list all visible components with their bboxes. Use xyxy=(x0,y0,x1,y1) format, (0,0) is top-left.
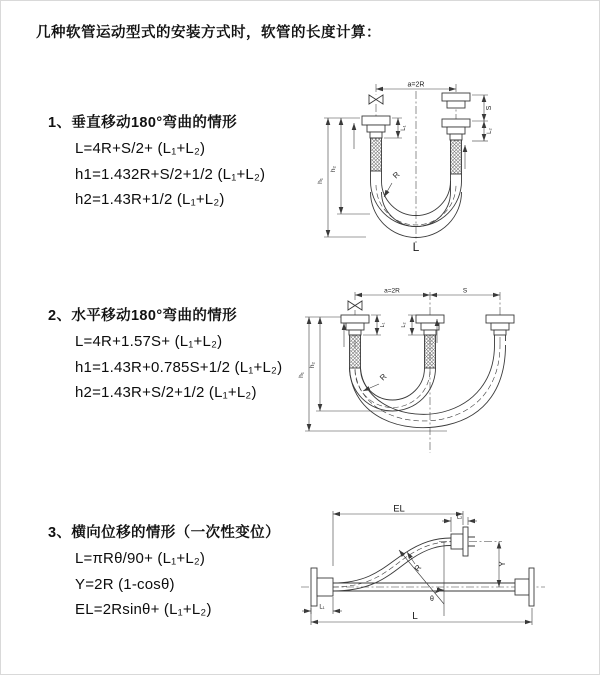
page-title: 几种软管运动型式的安装方式时，软管的长度计算： xyxy=(36,25,381,41)
formula-list xyxy=(75,329,282,406)
diagram-vertical-move-180 xyxy=(304,71,564,256)
dim-label-l: L xyxy=(412,240,420,254)
formula-line: h1=1.432R+S/2+1/2 (L₁+L₂) xyxy=(75,165,266,183)
flange-fitting-right-lower xyxy=(442,119,470,140)
dim-label-el: EL xyxy=(393,504,405,515)
dimension-l2 xyxy=(442,515,477,533)
dim-label-s: S xyxy=(462,287,468,295)
dim-label-a2r: a=2R xyxy=(407,81,425,89)
flange-fitting-left xyxy=(362,116,390,138)
dim-label-l2: L₂ xyxy=(401,322,407,328)
formula-line: h2=1.43R+1/2 (L₁+L₂) xyxy=(75,191,225,208)
dimension-s xyxy=(430,288,500,296)
braided-hose-left xyxy=(371,138,382,171)
flange-fitting-right xyxy=(515,568,534,606)
dimension-l xyxy=(311,608,532,625)
dim-label-h2: h₂ xyxy=(330,165,337,173)
valve-icon xyxy=(369,95,383,104)
dim-label-theta: θ xyxy=(430,596,434,603)
formula-line: EL=2Rsinθ+ (L₁+L₂) xyxy=(75,601,212,618)
section-1 xyxy=(48,113,265,213)
flange-fitting-right xyxy=(486,315,514,335)
section-heading: 1、垂直移动180°弯曲的情形 xyxy=(48,115,238,131)
diagram-lateral-displacement xyxy=(299,504,583,664)
flange-fitting-right-upper xyxy=(442,93,470,108)
centerline xyxy=(376,81,456,243)
formula-line: L=πRθ/90+ (L₁+L₂) xyxy=(75,550,206,567)
formula-line: Y=2R (1-cosθ) xyxy=(75,575,175,593)
dim-label-l1: L₁ xyxy=(380,322,386,328)
dimension-h2 xyxy=(330,118,370,214)
dim-label-l2: L₂ xyxy=(487,128,493,134)
braided-hose-middle xyxy=(425,335,436,368)
hose-u-bend-original xyxy=(350,368,436,411)
dim-label-l: L xyxy=(412,611,418,622)
dim-label-r: R xyxy=(391,169,402,181)
dim-label-s: S xyxy=(486,105,493,111)
valve-icon xyxy=(348,301,362,310)
dim-label-h2: h₂ xyxy=(309,361,316,369)
flange-fitting-left xyxy=(311,568,333,606)
dim-label-l1: L₁ xyxy=(401,125,407,131)
hose-leg-left xyxy=(371,171,382,181)
dimension-el xyxy=(333,504,463,566)
dim-label-r: R xyxy=(378,371,389,383)
formula-line: L=4R+1.57S+ (L₁+L₂) xyxy=(75,333,223,350)
dimension-s xyxy=(472,95,493,121)
dimension-a2r xyxy=(376,82,456,90)
dimension-h1 xyxy=(317,118,366,237)
formula-line: L=4R+S/2+ (L₁+L₂) xyxy=(75,140,206,157)
flange-fitting-middle xyxy=(416,315,444,335)
formula-list xyxy=(75,546,280,623)
dimension-a2r xyxy=(355,288,430,296)
section-heading: 2、水平移动180°弯曲的情形 xyxy=(48,308,238,324)
dim-label-a2r: a=2R xyxy=(384,287,400,295)
formula-line: h2=1.43R+S/2+1/2 (L₁+L₂) xyxy=(75,384,257,401)
diagram-horizontal-move-180 xyxy=(297,283,569,463)
dimension-l2 xyxy=(472,121,493,141)
dim-label-y: Y xyxy=(498,561,507,567)
dim-label-h1: h₁ xyxy=(317,178,324,184)
radius-leader xyxy=(384,170,402,197)
braided-hose-left xyxy=(350,335,361,368)
flange-fitting-left xyxy=(341,315,369,335)
dim-label-l1: L₁ xyxy=(319,604,325,611)
formula-list xyxy=(75,136,265,213)
dim-label-l2: L₂ xyxy=(456,514,463,521)
section-3 xyxy=(48,523,280,623)
section-heading: 3、横向位移的情形（一次性变位） xyxy=(48,525,280,541)
section-2 xyxy=(48,306,282,406)
dim-label-h1: h₁ xyxy=(298,372,305,378)
braided-hose-right xyxy=(451,140,462,174)
angle-diagonal-line xyxy=(399,550,444,604)
formula-line: h1=1.43R+0.785S+1/2 (L₁+L₂) xyxy=(75,358,283,376)
dimension-y xyxy=(498,542,507,588)
dimension-l1 xyxy=(302,597,342,614)
centerline xyxy=(301,542,545,588)
dim-label-r: R xyxy=(412,563,424,574)
